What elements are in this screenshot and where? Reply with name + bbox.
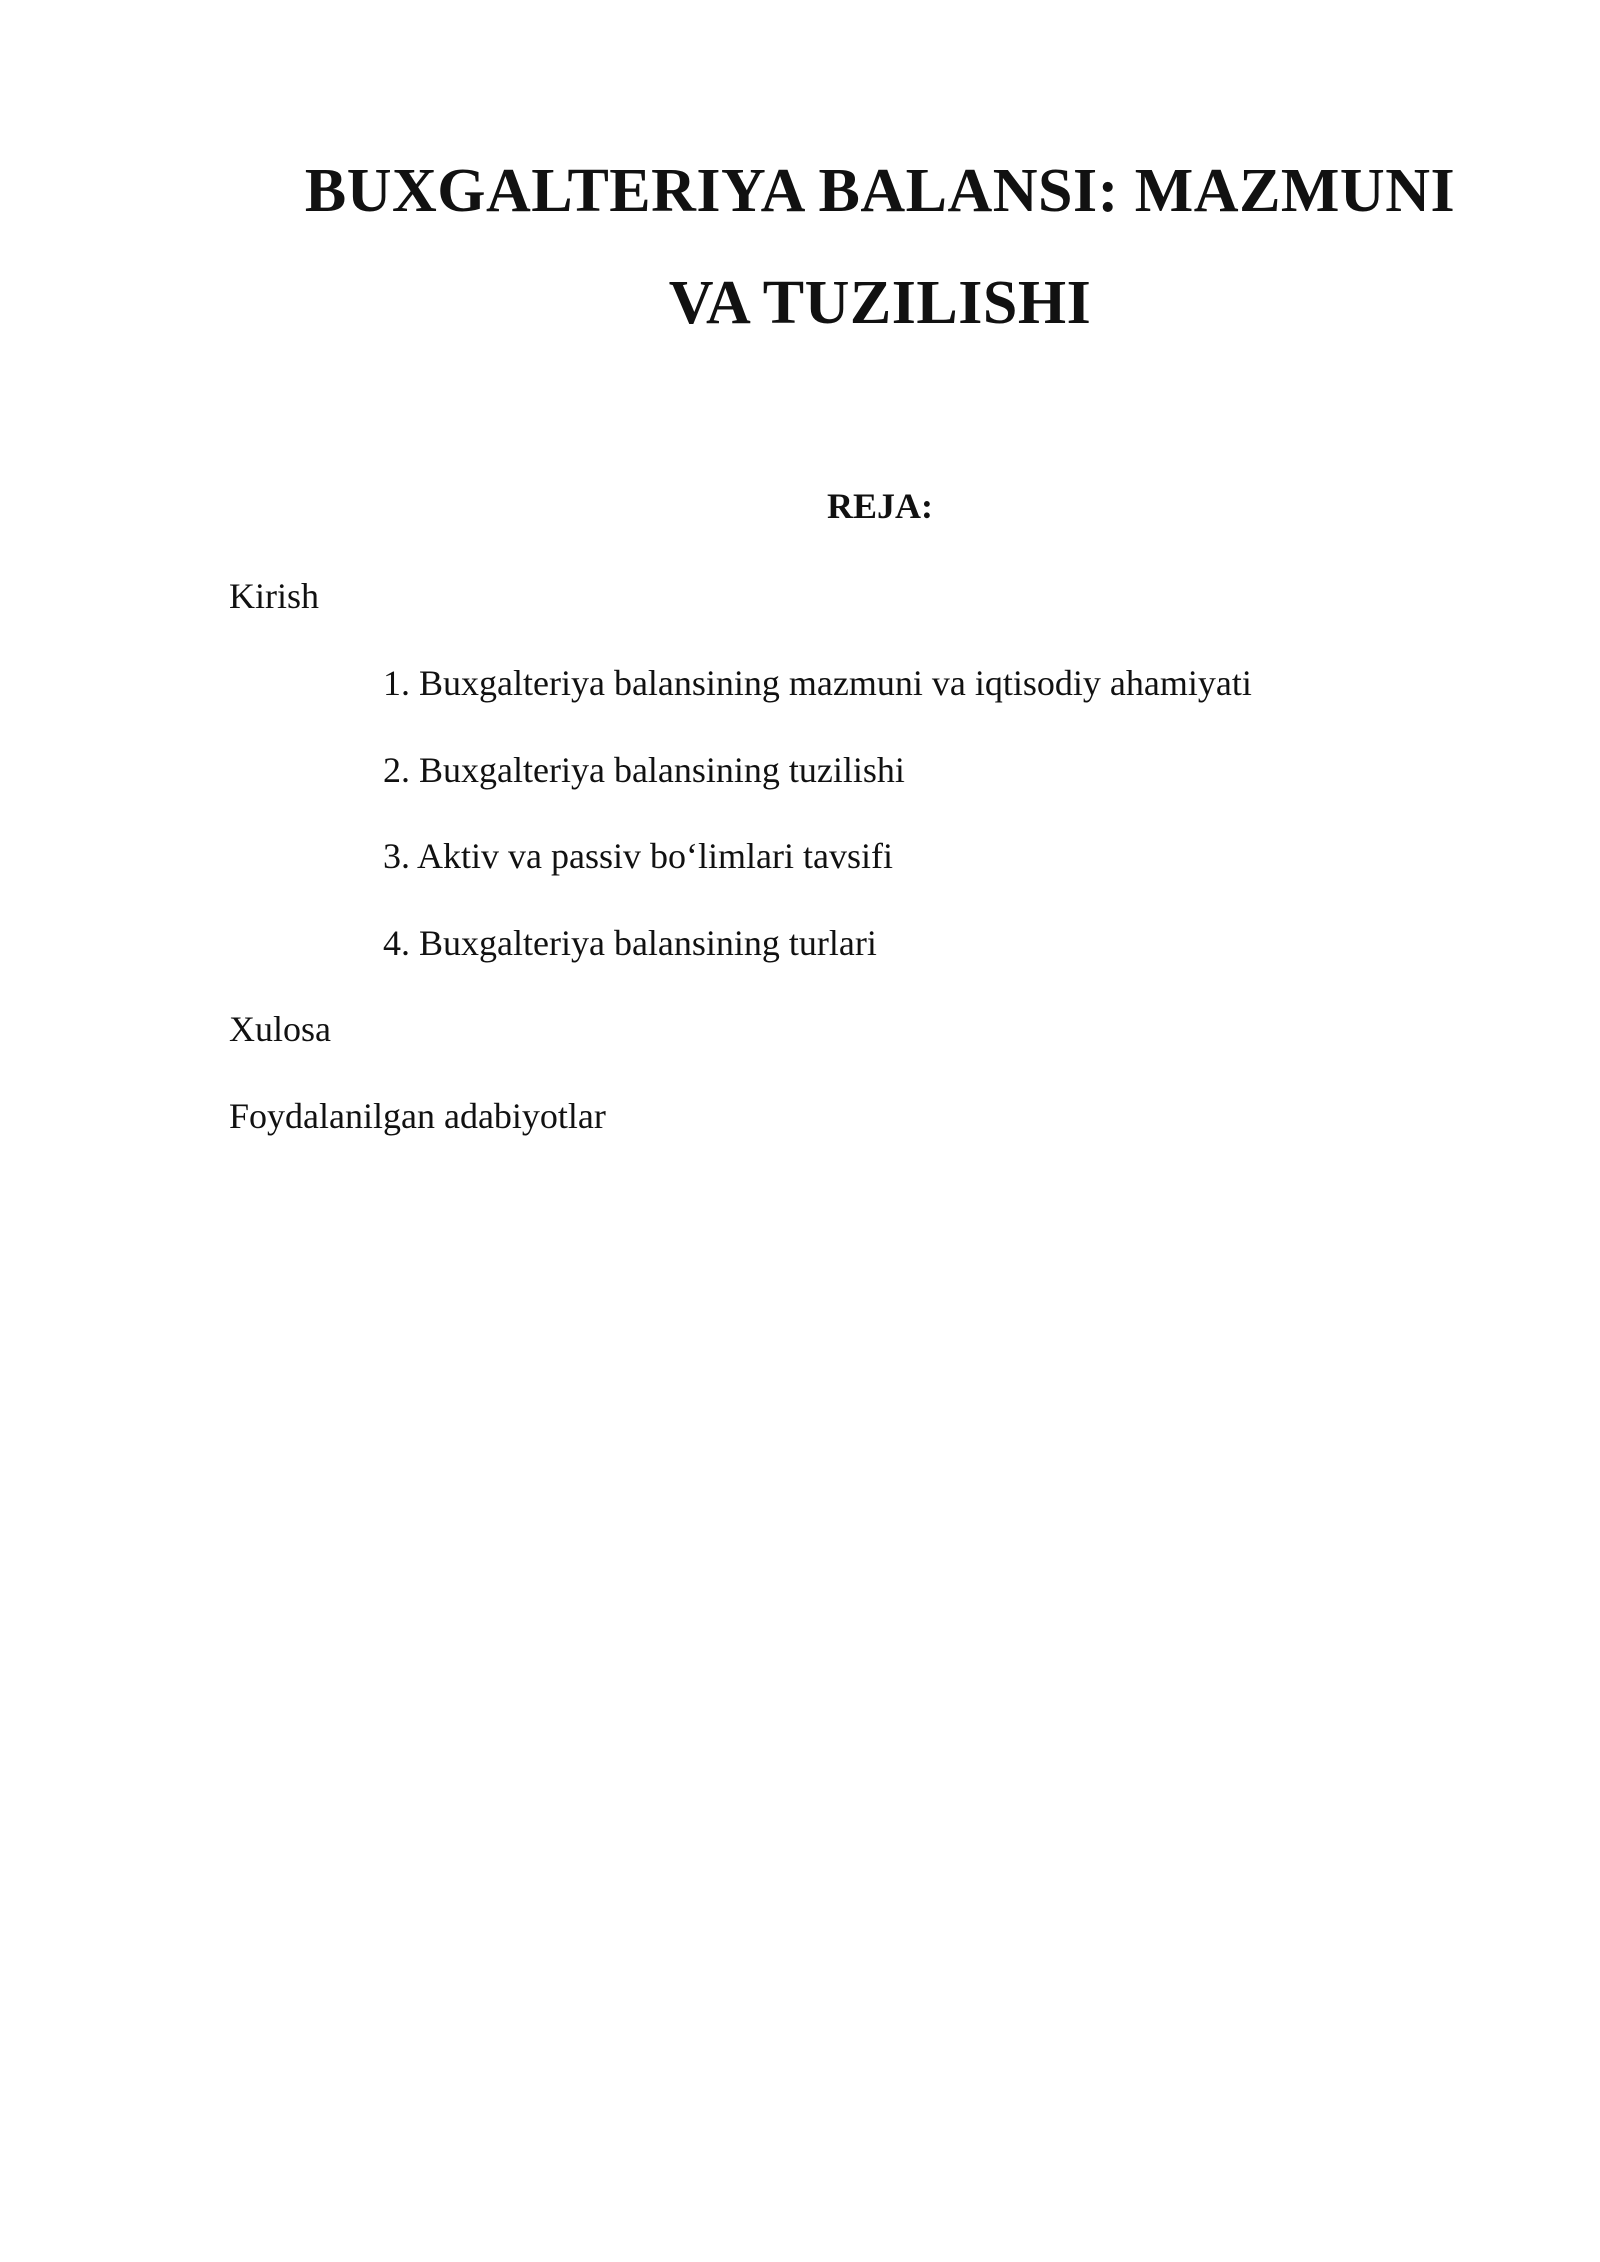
plan-item-3: 3. Aktiv va passiv bo‘limlari tavsifi	[383, 836, 893, 876]
plan-intro: Kirish	[229, 576, 319, 616]
plan-item-1: 1. Buxgalteriya balansining mazmuni va iqtisodiy ahamiyati	[383, 663, 1252, 703]
plan-references: Foydalanilgan adabiyotlar	[229, 1096, 606, 1136]
document-title-line-1: BUXGALTERIYA BALANSI: MAZMUNI	[304, 157, 1456, 225]
plan-item-2: 2. Buxgalteriya balansining tuzilishi	[383, 750, 905, 790]
plan-heading: REJA:	[827, 486, 933, 526]
plan-conclusion: Xulosa	[229, 1009, 331, 1049]
document-title-line-2: VA TUZILISHI	[668, 269, 1092, 337]
plan-item-4: 4. Buxgalteriya balansining turlari	[383, 923, 877, 963]
